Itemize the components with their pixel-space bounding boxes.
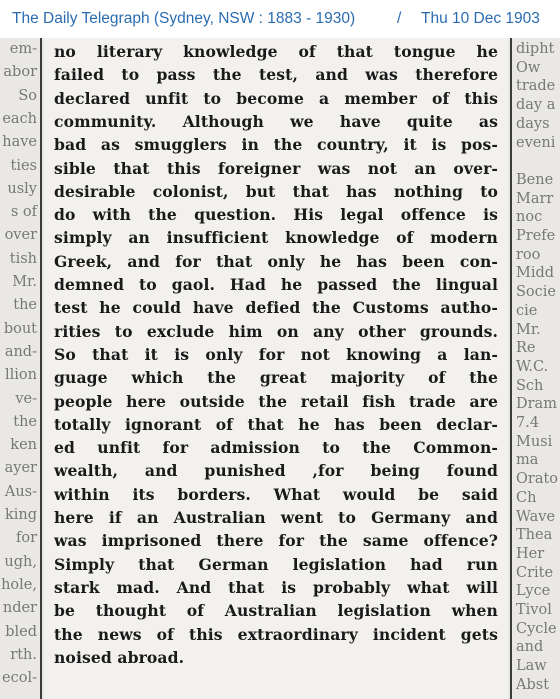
right-column-fragment: ma	[516, 452, 539, 469]
article-text-line: Simply that German legislation had run	[54, 554, 498, 574]
right-column-fragment: days	[516, 115, 550, 132]
right-column-fragment: Marr	[516, 190, 554, 207]
left-column-fragment: hole,	[1, 576, 37, 593]
article-text-line: sible that this foreigner was not an over-	[54, 158, 498, 178]
left-column-fragment: So	[18, 87, 37, 104]
article-text-line: bad as smugglers in the country, it is pos-	[54, 135, 498, 155]
left-column-fragment: ayer	[4, 460, 37, 477]
right-column-fragment: day a	[516, 97, 556, 114]
left-column-fragment: nder	[2, 600, 37, 617]
publication-link[interactable]: The Daily Telegraph (Sydney, NSW : 1883 - 1930)	[12, 10, 356, 27]
right-adjacent-column	[513, 40, 560, 699]
right-column-fragment: and	[516, 639, 544, 656]
right-column-fragment: Wave	[516, 508, 556, 525]
left-column-fragment: tish	[9, 250, 37, 267]
right-column-fragment: Lyce	[516, 583, 551, 600]
left-column-fragment: Mr.	[12, 274, 37, 290]
right-column-fragment: Mr.	[516, 321, 541, 338]
left-column-fragment: ve-	[15, 390, 37, 407]
right-column-fragment: Thea	[516, 527, 553, 544]
article-text-line: wealth, and punished ,for being found	[54, 461, 498, 481]
article-text-line: here if an Australian went to Germany and	[54, 508, 498, 527]
right-column-fragment: Ch	[516, 489, 537, 506]
article-text-line: stark mad. And that is probably what will	[54, 577, 498, 597]
article-text-line: was imprisoned there for the same offence?	[54, 531, 498, 551]
right-column-fragment: cie	[516, 302, 538, 319]
article-text-line: within its borders. What would be said	[54, 484, 498, 504]
left-column-fragment: Aus-	[4, 483, 37, 500]
left-column-fragment: and-	[4, 343, 37, 360]
left-column-fragment: ecol-	[2, 670, 37, 687]
article-text-line: failed to pass the test, and was therefore	[54, 65, 498, 85]
article-text-line: totally ignorant of that he has been declar-	[54, 414, 498, 434]
citation-header	[0, 0, 560, 38]
right-column-fragment: Ow	[516, 59, 541, 76]
right-column-fragment: roo	[516, 246, 541, 263]
right-column-fragment: Her	[516, 545, 545, 562]
right-column-fragment: Socie	[516, 284, 557, 301]
article-text-line: Greek, and for that only he has been con-	[54, 251, 498, 271]
left-column-fragment: usly	[7, 180, 37, 197]
left-column-fragment: em-	[9, 41, 37, 57]
article-text-line: people here outside the retail fish trade are	[54, 391, 498, 411]
right-column-fragment: Bene	[516, 171, 554, 188]
article-text-line: guage which the great majority of the	[54, 368, 498, 388]
left-column-fragment: ken	[10, 437, 37, 454]
left-column-fragment: abor	[3, 64, 37, 81]
right-column-fragment: Law	[516, 658, 547, 675]
article-text-line: rities to exclude him on any other grounds.	[54, 321, 498, 341]
right-column-fragment: 7.4	[516, 415, 540, 431]
left-column-fragment: for	[15, 530, 37, 547]
right-column-fragment: Orato	[516, 471, 559, 488]
article-text-line: test he could have defied the Customs autho-	[54, 298, 498, 318]
left-column-fragment: s of	[10, 204, 37, 221]
right-column-fragment: eveni	[516, 134, 556, 151]
right-column-rule	[510, 38, 512, 699]
article-text-line: So that it is only for not knowing a lan-	[54, 344, 498, 364]
article-text-line: noised abroad.	[54, 647, 185, 667]
article-text-line: desirable colonist, but that has nothing to	[54, 181, 498, 201]
left-adjacent-column	[0, 40, 40, 699]
newspaper-scan	[0, 38, 560, 699]
left-column-fragment: have	[2, 134, 37, 151]
right-column-fragment: Prefe	[516, 228, 556, 244]
right-column-fragment: Dram	[516, 396, 557, 413]
right-column-fragment: Abst	[516, 676, 550, 693]
article-text-line: declared unfit to become a member of this	[54, 88, 498, 108]
left-column-fragment: ugh,	[4, 553, 37, 570]
left-column-fragment: rth.	[10, 646, 37, 663]
left-column-fragment: ties	[10, 157, 37, 174]
article-column	[44, 38, 508, 699]
article-text-line: be thought of Australian legislation when	[54, 601, 498, 621]
citation-separator: /	[397, 10, 402, 27]
article-text-line: ed unfit for admission to the Common-	[54, 438, 498, 458]
article-text-line: no literary knowledge of that tongue he	[54, 42, 498, 61]
right-column-fragment: dipht	[516, 41, 555, 57]
article-text-line: the news of this extraordinary incident gets	[54, 624, 498, 644]
article-text-line: simply an insufficient knowledge of modern	[54, 228, 498, 248]
right-column-fragment: Midd	[516, 265, 555, 282]
right-column-fragment: trade	[516, 78, 556, 95]
right-column-fragment: Cycle	[516, 620, 557, 637]
left-column-fragment: llion	[5, 367, 37, 384]
right-column-fragment: Sch	[516, 377, 544, 394]
right-column-fragment: Re	[516, 340, 536, 357]
left-column-fragment: bled	[5, 623, 37, 640]
right-column-fragment: noc	[516, 209, 543, 226]
left-column-fragment: the	[13, 413, 37, 430]
right-column-fragment: Tivol	[516, 602, 552, 618]
right-column-fragment: Crite	[516, 564, 554, 581]
issue-date-link[interactable]: Thu 10 Dec 1903	[421, 10, 540, 27]
article-text-line: community. Although we have quite as	[54, 111, 498, 131]
left-column-fragment: king	[4, 507, 37, 523]
right-column-fragment: W.C.	[516, 358, 549, 375]
left-column-fragment: the	[13, 297, 37, 314]
article-text-line: do with the question. His legal offence is	[54, 205, 498, 225]
left-column-fragment: each	[2, 110, 37, 127]
left-column-fragment: bout	[3, 320, 37, 337]
left-column-fragment: over	[4, 227, 37, 244]
article-text-line: demned to gaol. Had he passed the lingual	[54, 275, 498, 294]
left-column-rule	[40, 38, 42, 699]
right-column-fragment: Musi	[516, 433, 553, 450]
